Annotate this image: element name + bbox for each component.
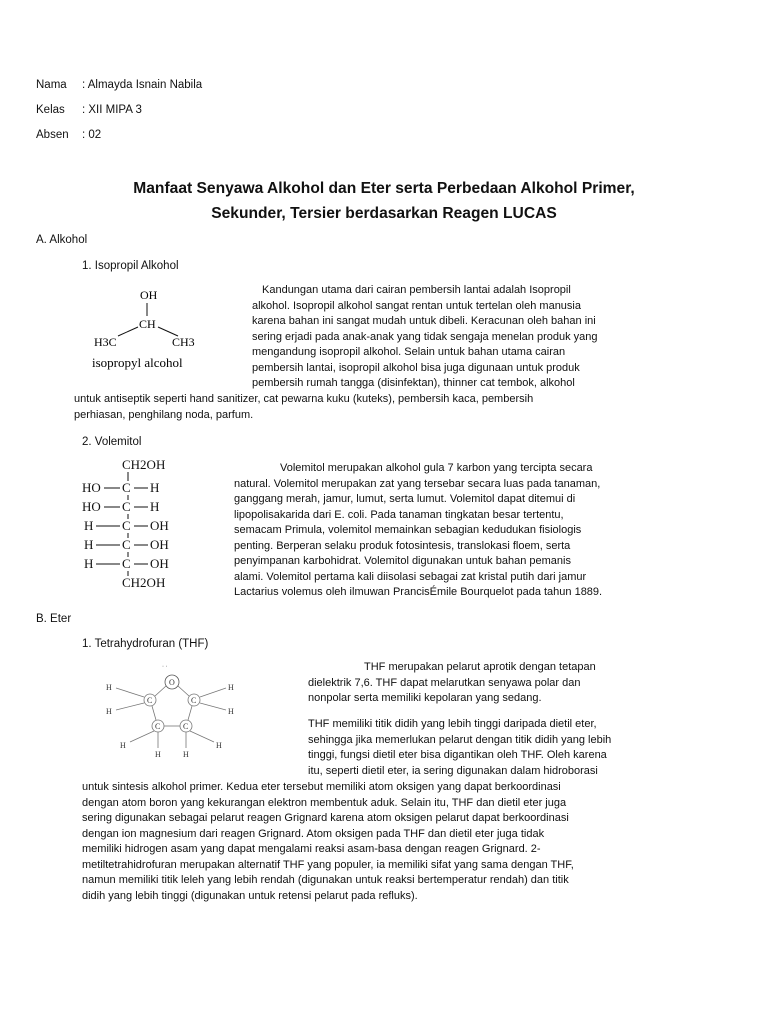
bond-line bbox=[155, 686, 166, 696]
carbon-atom: C bbox=[147, 696, 153, 705]
thf-paragraph-wrap bbox=[82, 780, 722, 904]
lone-pair-dots: · · bbox=[162, 664, 168, 670]
isopropyl-paragraph bbox=[252, 283, 692, 392]
carbon-atom: C bbox=[122, 518, 131, 533]
bond-line bbox=[116, 703, 144, 710]
text-line: lipopolisakarida dari E. coli. Pada tanaman tingkatan besar tertentu, bbox=[234, 508, 564, 521]
text-line: Kandungan utama dari cairan pembersih lantai adalah Isopropil bbox=[262, 284, 571, 296]
text-line: itu, seperti dietil eter, ia sering digunakan dalam hidroborasi bbox=[308, 764, 598, 777]
text-line: sering digunakan sebagai pelarut reagen Grignard karena atom oksigen pelarut dapat berkoordinasi bbox=[82, 812, 569, 824]
text-line: didih yang lebih tinggi (digunakan untuk retensi pelarut pada refluks). bbox=[82, 889, 418, 902]
bond-line bbox=[200, 688, 226, 697]
text-line: untuk antiseptik seperti hand sanitizer, cat pewarna kuku (kuteks), pembersih kaca, pembersih bbox=[74, 393, 534, 405]
bond-line bbox=[152, 706, 156, 720]
section-a-heading: A. Alkohol bbox=[36, 234, 88, 246]
carbon-atom: C bbox=[122, 499, 131, 514]
bond-line bbox=[130, 731, 154, 742]
text-line: ganggang merah, jamur, lumut, serta lumut. Volemitol dapat ditemui di bbox=[234, 493, 576, 505]
text-line: dengan ion magnesium dari reagen Grignard. Atom oksigen pada THF dan dietil eter juga tidak bbox=[82, 827, 545, 840]
class-row bbox=[36, 104, 142, 116]
thf-paragraph-1 bbox=[308, 660, 708, 707]
bond-line bbox=[116, 688, 144, 697]
thf-heading: 1. Tetrahydrofuran (THF) bbox=[82, 638, 209, 650]
name-label: Nama bbox=[36, 79, 67, 91]
title-line-1: Manfaat Senyawa Alkohol dan Eter serta Perbedaan Alkohol Primer, bbox=[133, 180, 635, 197]
hydrogen-atom: H bbox=[120, 741, 126, 750]
row3-left: H bbox=[84, 518, 94, 533]
carbon-atom: C bbox=[155, 722, 161, 731]
text-line: alami. Volemitol pertama kali diisolasi sebagai zat kristal putih dari jamur bbox=[234, 570, 587, 583]
oxygen-atom: O bbox=[169, 678, 175, 687]
hydrogen-atom: H bbox=[216, 741, 222, 750]
section-b-heading: B. Eter bbox=[36, 613, 72, 625]
hydrogen-atom: H bbox=[106, 683, 112, 692]
isopropyl-heading: 1. Isopropil Alkohol bbox=[82, 260, 179, 272]
isopropyl-paragraph-wrap bbox=[74, 392, 714, 423]
row5-right: OH bbox=[150, 556, 169, 571]
row2-left: HO bbox=[82, 499, 101, 514]
carbon-atom: C bbox=[122, 556, 131, 571]
carbon-atom: C bbox=[122, 537, 131, 552]
text-line: natural. Volemitol merupakan zat yang tersebar secara luas pada tanaman, bbox=[234, 477, 601, 490]
row4-left: H bbox=[84, 537, 94, 552]
text-line: dengan atom boron yang kekurangan elektron membentuk aduk. Selain itu, THF dan dietil eter juga bbox=[82, 796, 567, 809]
name-row bbox=[36, 79, 202, 91]
bond-line bbox=[188, 706, 192, 720]
thf-structure bbox=[98, 660, 238, 760]
hydrogen-atom: H bbox=[155, 750, 161, 759]
absen-value: : 02 bbox=[82, 129, 102, 141]
title-line-2: Sekunder, Tersier berdasarkan Reagen LUCAS bbox=[211, 205, 557, 222]
text-line: Lactarius volemus oleh ilmuwan PrancisÉmile Bourquelot pada tahun 1889. bbox=[234, 586, 603, 598]
text-line: alkohol. Isopropil alkohol sangat rentan untuk tertelan oleh manusia bbox=[252, 299, 581, 312]
absen-label: Absen bbox=[36, 129, 69, 141]
thf-paragraph-2 bbox=[308, 717, 708, 779]
absen-row bbox=[36, 129, 101, 141]
isopropyl-caption: isopropyl alcohol bbox=[92, 355, 183, 370]
text-line: penting. Berperan selaku produk fotosintesis, translokasi floem, serta bbox=[234, 539, 571, 552]
text-line: nonpolar serta memiliki kepolaran yang sedang. bbox=[308, 692, 542, 704]
text-line: untuk sintesis alkohol primer. Kedua eter tersebut memiliki atom oksigen yang dapat berkoordinasi bbox=[82, 781, 561, 793]
class-label: Kelas bbox=[36, 104, 65, 116]
volemitol-heading: 2. Volemitol bbox=[82, 436, 142, 448]
class-value: : XII MIPA 3 bbox=[82, 104, 142, 116]
h3c-group: H3C bbox=[94, 335, 117, 349]
page-title bbox=[30, 176, 738, 226]
text-line: mengandung isopropil alkohol. Selain untuk bahan utama cairan bbox=[252, 346, 566, 358]
text-line: semacam Primula, volemitol memainkan sebagian kedudukan fisiologis bbox=[234, 524, 582, 536]
row4-right: OH bbox=[150, 537, 169, 552]
text-line: dielektrik 7,6. THF dapat melarutkan senyawa polar dan bbox=[308, 676, 581, 689]
text-line: metiltetrahidrofuran merupakan alternatif THF yang populer, ia memiliki sifat yang sama dengan THF, bbox=[82, 858, 574, 871]
text-line: perhiasan, penghilang noda, parfum. bbox=[74, 408, 254, 421]
text-line: pembersih rumah tangga (disinfektan), thinner cat tembok, alkohol bbox=[252, 377, 575, 389]
text-line: penyimpanan karbohidrat. Volemitol digunakan untuk bahan pemanis bbox=[234, 555, 571, 567]
row5-left: H bbox=[84, 556, 94, 571]
text-line: pembersih lantai, isopropil alkohol bisa juga digunaan untuk produk bbox=[252, 361, 580, 374]
hydrogen-atom: H bbox=[228, 683, 234, 692]
text-line: sering erjadi pada anak-anak yang tidak sengaja menelan produk yang bbox=[252, 330, 598, 343]
bond-line bbox=[178, 686, 189, 696]
bond-line bbox=[200, 703, 226, 710]
ch2oh-bottom: CH2OH bbox=[122, 575, 166, 589]
isopropyl-alcohol-structure bbox=[88, 283, 210, 373]
volemitol-structure bbox=[76, 455, 206, 589]
text-line: THF merupakan pelarut aprotik dengan tetapan bbox=[364, 661, 596, 673]
text-line: THF memiliki titik didih yang lebih tinggi daripada dietil eter, bbox=[308, 718, 597, 730]
volemitol-paragraph bbox=[234, 461, 704, 601]
hydrogen-atom: H bbox=[183, 750, 189, 759]
oh-group: OH bbox=[140, 288, 158, 302]
text-line: sehingga jika memerlukan pelarut dengan titik didih yang lebih bbox=[308, 733, 612, 746]
carbon-atom: C bbox=[122, 480, 131, 495]
text-line: memiliki hidrogen asam yang dapat mengalami reaksi asam-basa dengan reagen Grignard. 2- bbox=[82, 843, 541, 855]
text-line: karena bahan ini sangat mudah untuk dibeli. Keracunan oleh bahan ini bbox=[252, 315, 596, 327]
row1-left: HO bbox=[82, 480, 101, 495]
carbon-atom: C bbox=[183, 722, 189, 731]
ch2oh-top: CH2OH bbox=[122, 457, 166, 472]
hydrogen-atom: H bbox=[228, 707, 234, 716]
row2-right: H bbox=[150, 499, 160, 514]
ch-group: CH bbox=[139, 317, 156, 331]
carbon-atom: C bbox=[191, 696, 197, 705]
name-value: : Almayda Isnain Nabila bbox=[82, 79, 203, 91]
ch3-group: CH3 bbox=[172, 335, 195, 349]
bond-line bbox=[190, 731, 214, 742]
text-line: namun memiliki titik leleh yang lebih rendah (digunakan untuk reaksi bertemperatur rendah) dan titik bbox=[82, 874, 569, 886]
hydrogen-atom: H bbox=[106, 707, 112, 716]
text-line: tinggi, fungsi dietil eter bisa digantikan oleh THF. Oleh karena bbox=[308, 749, 607, 761]
row3-right: OH bbox=[150, 518, 169, 533]
bond-line bbox=[118, 327, 138, 336]
text-line: Volemitol merupakan alkohol gula 7 karbon yang tercipta secara bbox=[280, 462, 593, 474]
row1-right: H bbox=[150, 480, 160, 495]
